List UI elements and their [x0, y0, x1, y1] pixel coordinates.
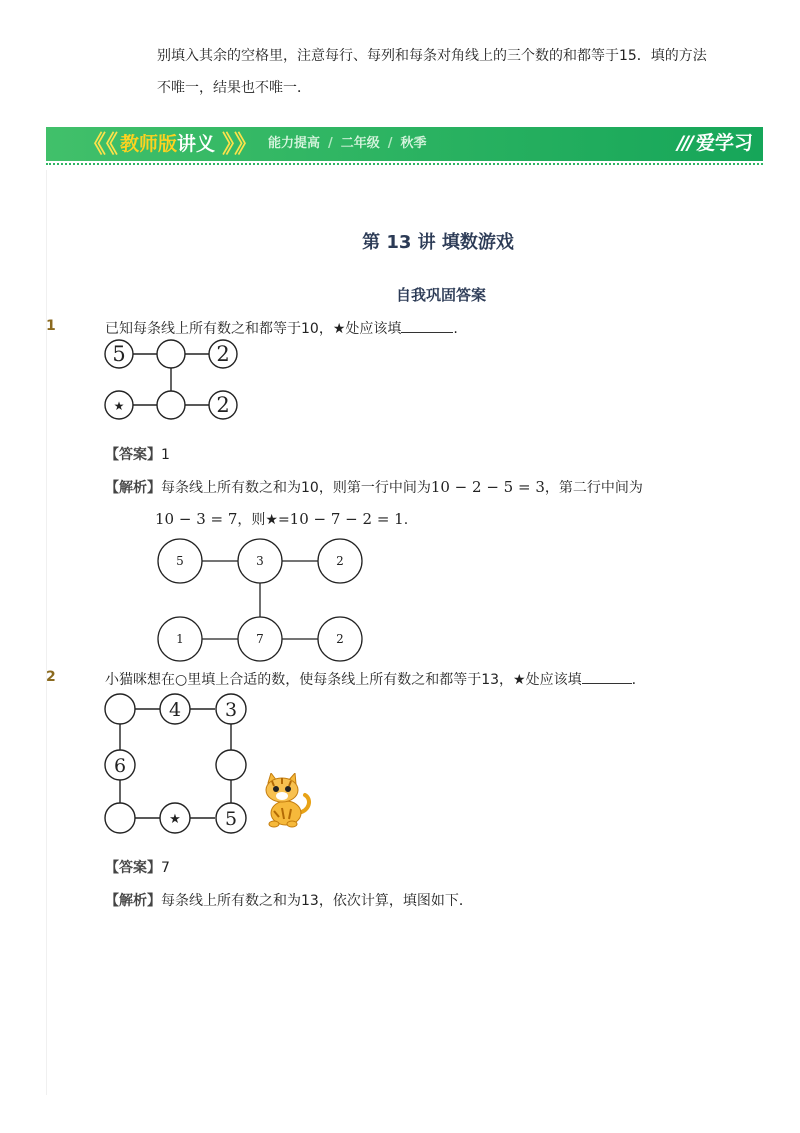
q2-node: 6 — [113, 755, 127, 777]
question-number-1: 1 — [46, 318, 56, 334]
logo-mark-icon: /// — [677, 132, 692, 154]
question-1-text: 已知每条线上所有数之和都等于10，★处应该填 . — [105, 318, 458, 339]
q2-answer-value: 7 — [161, 860, 170, 876]
q1-node: 2 — [216, 393, 230, 417]
solution-node: 1 — [176, 632, 184, 646]
cat-illustration-icon — [258, 773, 316, 829]
brand-logo: /// 爱学习 — [677, 132, 753, 154]
intro-line-1: 别填入其余的空格里，注意每行、每列和每条对角线上的三个数的和都等于15．填的方法 — [157, 48, 707, 64]
q2-answer: 【答案】7 — [105, 860, 170, 876]
solution-node: 3 — [256, 554, 264, 568]
solution-node: 7 — [256, 632, 264, 646]
star-icon: ★ — [169, 812, 181, 827]
breadcrumb-grade: 二年级 — [340, 136, 380, 151]
q2-node: 4 — [168, 699, 182, 721]
q1-diagram — [100, 336, 250, 424]
breadcrumb-level: 能力提高 — [268, 136, 321, 151]
solution-node: 2 — [336, 554, 344, 568]
q1-answer: 【答案】1 — [105, 447, 170, 463]
breadcrumb-season: 秋季 — [400, 136, 427, 151]
q1-node: 2 — [216, 342, 230, 366]
banner-title: 教师版讲义 — [120, 133, 216, 155]
q2-analysis: 【解析】每条线上所有数之和为13，依次计算，填图如下． — [105, 893, 473, 909]
q2-node: 5 — [224, 808, 238, 830]
intro-line-2: 不唯一，结果也不唯一． — [157, 80, 311, 96]
q1-analysis-line-1: 【解析】每条线上所有数之和为10，则第一行中间为10 − 2 − 5 = 3，第二行中间为 — [105, 478, 643, 496]
q2-node: 3 — [224, 699, 238, 721]
section-title: 自我巩固答案 — [395, 286, 486, 304]
breadcrumb: 能力提高 / 二年级 / 秋季 — [268, 136, 427, 151]
chevrons-right-icon: 》》 — [222, 130, 258, 158]
banner-dotted-divider — [46, 163, 763, 165]
solution-node: 2 — [336, 632, 344, 646]
q1-node: 5 — [112, 342, 126, 366]
solution-node: 5 — [176, 554, 184, 568]
star-icon: ★ — [113, 399, 125, 413]
q1-analysis-line-2: 10 − 3 = 7，则★=10 − 7 − 2 = 1. — [155, 510, 409, 528]
lecture-banner — [46, 127, 763, 161]
answer-blank — [582, 669, 632, 684]
q1-solution-diagram — [150, 535, 370, 665]
page-margin-line — [46, 170, 47, 1095]
question-2-text: 小猫咪想在○里填上合适的数，使每条线上所有数之和都等于13，★处应该填 . — [105, 669, 636, 690]
q2-square-diagram — [100, 690, 250, 838]
chevrons-left-icon: 《《 — [82, 130, 118, 158]
answer-blank — [401, 318, 453, 333]
lecture-title: 第 13 讲 填数游戏 — [362, 232, 514, 253]
question-number-2: 2 — [46, 669, 56, 685]
q1-answer-value: 1 — [161, 447, 170, 463]
